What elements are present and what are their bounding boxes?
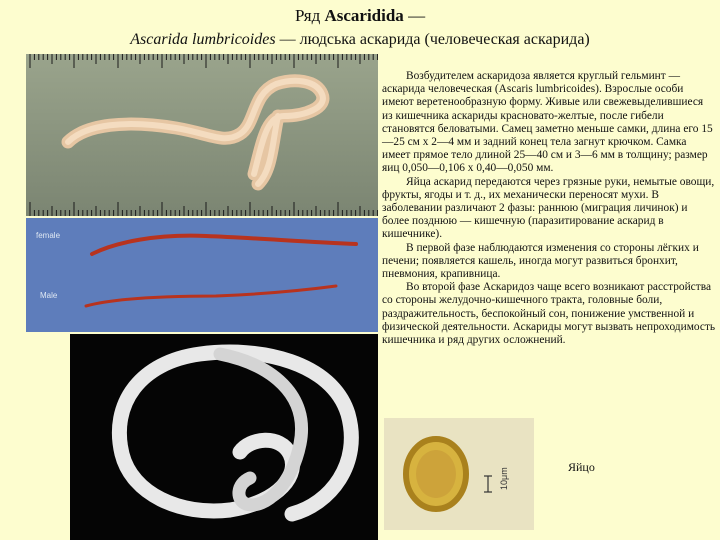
page-subtitle: Ascarida lumbricoides — людська аскарида (человеческая аскарида) <box>130 31 590 48</box>
paragraph-1: Возбудителем аскаридоза является круглый гельминт — аскарида человеческая (Ascaris lumbricoides). Взрослые особи имеют веретенообразную форму. Живые или свежевыделившиеся из кишечника аскариды красновато-желтые, после гибели становятся беловатыми. Самец заметно меньше самки, длина его 15—25 см х 2—4 мм и задний конец тела загнут крючком. Самка имеет прямое тело длиной 25—40 см и 3—6 мм в толщину; размер яиц 0,050—0,106 х 0,40—0,050 мм. <box>382 70 713 175</box>
egg-caption: Яйцо <box>568 460 595 474</box>
description-text <box>382 70 716 347</box>
male-label: Male <box>40 291 58 300</box>
paragraph-4: Во второй фазе Аскаридоз чаще всего возникают расстройства со стороны желудочно-кишечного тракта, головные боли, раздражительность, беспокойный сон, понижение умственной и физической деятельности. Аскариды могут вызвать непроходимость кишечника и ряд других осложнений. <box>382 281 716 347</box>
paragraph-3: В первой фазе наблюдаются изменения со стороны лёгких и печени; появляется кашель, иногда могут развиться бронхит, пневмония, крапивница. <box>382 241 699 281</box>
egg-scale-label: 10μm <box>499 467 509 490</box>
red-worms-photo <box>26 218 378 332</box>
ruler-worm-photo <box>26 54 378 216</box>
white-worms-photo <box>70 334 378 540</box>
egg-photo <box>384 418 534 530</box>
female-label: female <box>36 231 61 240</box>
page-title: Ряд Ascaridida — <box>294 6 426 25</box>
paragraph-2: Яйца аскарид передаются через грязные руки, немытые овощи, фрукты, ягоды и т. д., их механически переносят мухи. В заболевании различают 2 фазы: раннюю (миграция личинок) и более позднюю — кишечную (паразитирование аскарид в кишечнике). <box>382 175 715 241</box>
